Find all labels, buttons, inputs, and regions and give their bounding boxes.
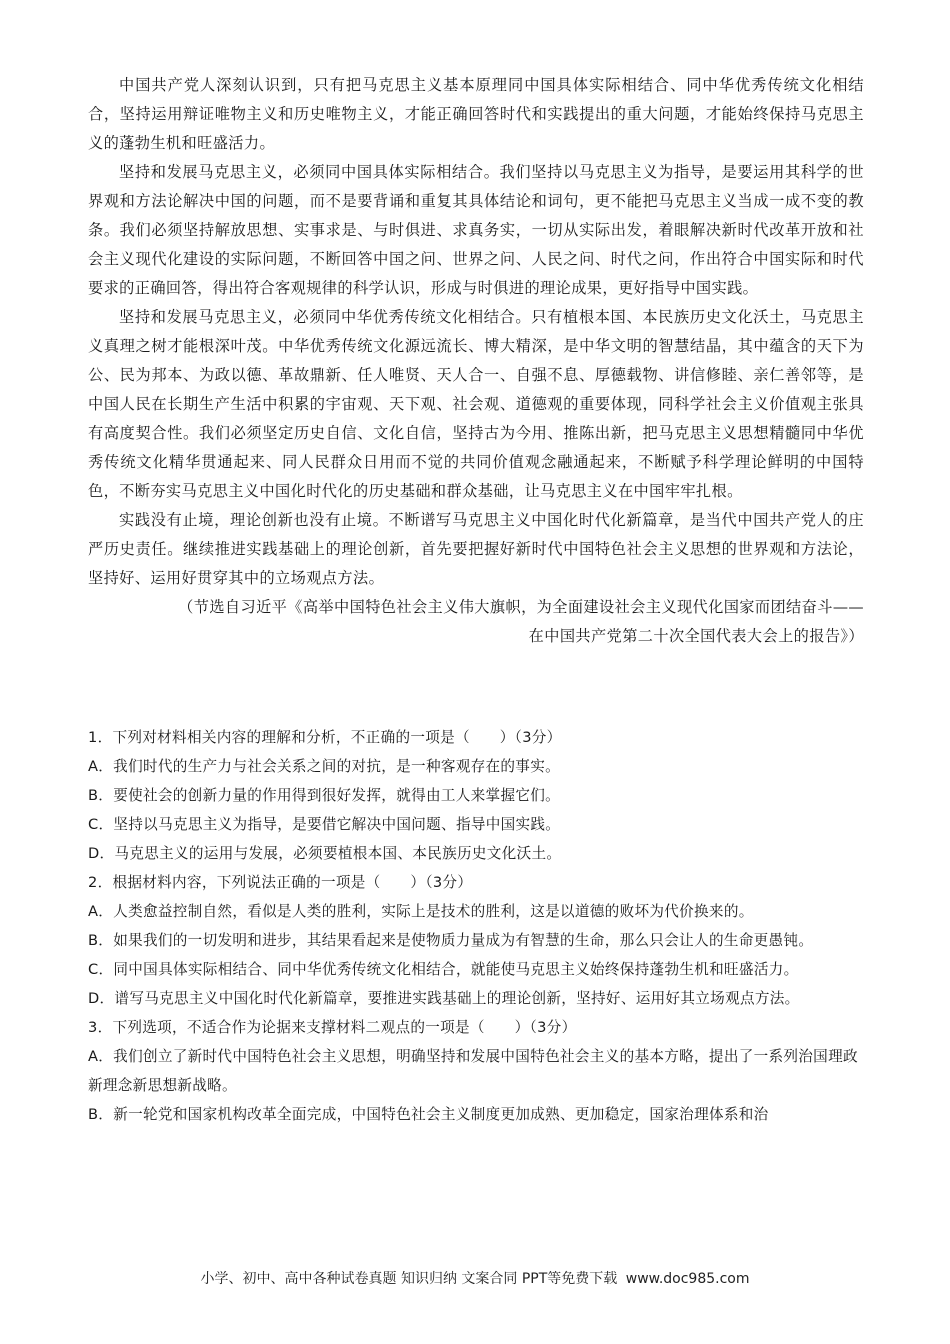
passage-paragraph: 坚持和发展马克思主义，必须同中国具体实际相结合。我们坚持以马克思主义为指导，是要运用其科学的世界观和方法论解决中国的问题，而不是要背诵和重复其具体结论和词句，更不能把马克思主义当成一成不变的教条。我们必须坚持解放思想、实事求是、与时俱进、求真务实，一切从实际出发，着眼解决新时代改革开放和社会主义现代化建设的实际问题，不断回答中国之问、世界之问、人民之问、时代之问，作出符合中国实际和时代要求的正确回答，得出符合客观规律的科学认识，形成与时俱进的理论成果，更好指导中国实践。 xyxy=(88,163,864,297)
source-line: 在中国共产党第二十次全国代表大会上的报告》） xyxy=(528,627,864,645)
question-option: A．人类愈益控制自然，看似是人类的胜利，实际上是技术的胜利，这是以道德的败坏为代价换来的。 xyxy=(88,903,754,920)
question-option: B．要使社会的创新力量的作用得到很好发挥，就得由工人来掌握它们。 xyxy=(88,787,561,804)
question-stem: 3．下列选项，不适合作为论据来支撑材料二观点的一项是（ ）（3分） xyxy=(88,1019,577,1036)
footer-site-link[interactable]: www.doc985.com xyxy=(625,1271,750,1287)
passage-paragraph: 实践没有止境，理论创新也没有止境。不断谱写马克思主义中国化时代化新篇章，是当代中国共产党人的庄严历史责任。继续推进实践基础上的理论创新，首先要把握好新时代中国特色社会主义思想的世界观和方法论，坚持好、运用好贯穿其中的立场观点方法。 xyxy=(88,511,864,587)
passage xyxy=(88,71,864,651)
question-option: C．坚持以马克思主义为指导，是要借它解决中国问题、指导中国实践。 xyxy=(88,816,561,833)
question-3 xyxy=(88,1013,864,1129)
question-1 xyxy=(88,723,864,868)
footer-text: 小学、初中、高中各种试卷真题 知识归纳 文案合同 PPT等免费下载 xyxy=(200,1271,618,1287)
question-option: B．新一轮党和国家机构改革全面完成，中国特色社会主义制度更加成熟、更加稳定，国家治理体系和治 xyxy=(88,1106,769,1123)
question-option: A．我们时代的生产力与社会关系之间的对抗，是一种客观存在的事实。 xyxy=(88,758,560,775)
source-line: （节选自习近平《高举中国特色社会主义伟大旗帜，为全面建设社会主义现代化国家而团结奋斗—— xyxy=(178,598,864,616)
question-option: C．同中国具体实际相结合、同中华优秀传统文化相结合，就能使马克思主义始终保持蓬勃生机和旺盛活力。 xyxy=(88,961,799,978)
passage-source xyxy=(88,593,864,651)
question-2 xyxy=(88,868,864,1013)
question-stem: 1．下列对材料相关内容的理解和分析，不正确的一项是（ ）（3分） xyxy=(88,729,562,746)
page-footer xyxy=(0,1268,950,1288)
question-list xyxy=(88,723,864,1129)
question-stem: 2．根据材料内容，下列说法正确的一项是（ ）（3分） xyxy=(88,874,473,891)
passage-paragraph: 中国共产党人深刻认识到，只有把马克思主义基本原理同中国具体实际相结合、同中华优秀传统文化相结合，坚持运用辩证唯物主义和历史唯物主义，才能正确回答时代和实践提出的重大问题，才能始终保持马克思主义的蓬勃生机和旺盛活力。 xyxy=(88,76,864,152)
question-option: B．如果我们的一切发明和进步，其结果看起来是使物质力量成为有智慧的生命，那么只会让人的生命更愚钝。 xyxy=(88,932,814,949)
question-option: A．我们创立了新时代中国特色社会主义思想，明确坚持和发展中国特色社会主义的基本方略，提出了一系列治国理政新理念新思想新战略。 xyxy=(88,1048,858,1094)
question-option: D．马克思主义的运用与发展，必须要植根本国、本民族历史文化沃土。 xyxy=(88,845,562,862)
question-option: D．谱写马克思主义中国化时代化新篇章，要推进实践基础上的理论创新，坚持好、运用好其立场观点方法。 xyxy=(88,990,800,1007)
passage-paragraph: 坚持和发展马克思主义，必须同中华优秀传统文化相结合。只有植根本国、本民族历史文化沃土，马克思主义真理之树才能根深叶茂。中华优秀传统文化源远流长、博大精深，是中华文明的智慧结晶，其中蕴含的天下为公、民为邦本、为政以德、革故鼎新、任人唯贤、天人合一、自强不息、厚德载物、讲信修睦、亲仁善邻等，是中国人民在长期生产生活中积累的宇宙观、天下观、社会观、道德观的重要体现，同科学社会主义价值观主张具有高度契合性。我们必须坚定历史自信、文化自信，坚持古为今用、推陈出新，把马克思主义思想精髓同中华优秀传统文化精华贯通起来、同人民群众日用而不觉的共同价值观念融通起来，不断赋予科学理论鲜明的中国特色，不断夯实马克思主义中国化时代化的历史基础和群众基础，让马克思主义在中国牢牢扎根。 xyxy=(88,308,864,500)
